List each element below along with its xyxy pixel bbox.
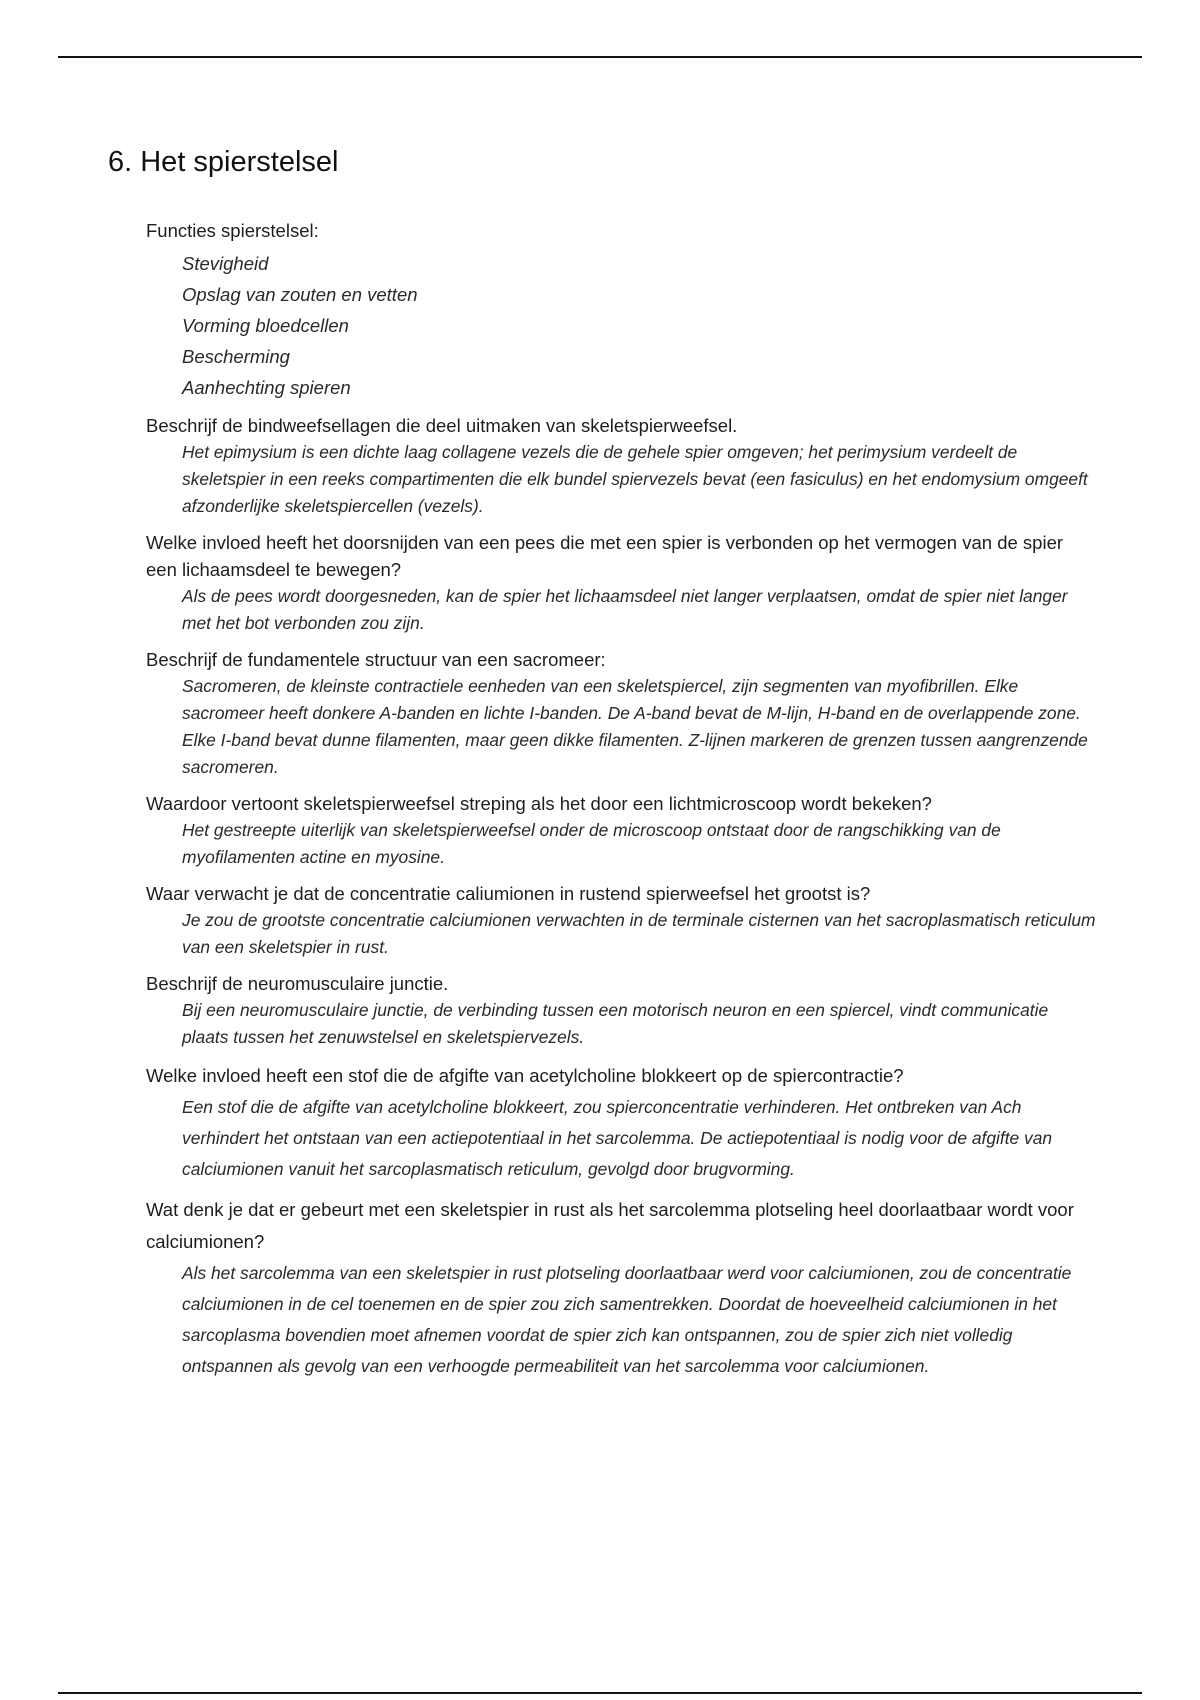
question: Welke invloed heeft een stof die de afgifte van acetylcholine blokkeert op de spiercontractie? [146, 1065, 904, 1086]
function-item: Bescherming [182, 346, 290, 367]
qa-block-6 [146, 970, 1096, 1051]
answer: Het gestreepte uiterlijk van skeletspierweefsel onder de microscoop ontstaat door de rangschikking van de myofilamenten actine en myosine. [182, 820, 1001, 867]
functions-label: Functies spierstelsel: [146, 220, 319, 241]
qa-block-4 [146, 790, 1096, 871]
function-item: Vorming bloedcellen [182, 315, 349, 336]
functions-list [182, 248, 1096, 403]
question: Wat denk je dat er gebeurt met een skeletspier in rust als het sarcolemma plotseling heel doorlaatbaar wordt voor calciumionen? [146, 1199, 1074, 1252]
qa-block-2 [146, 529, 1096, 637]
answer: Als het sarcolemma van een skeletspier in rust plotseling doorlaatbaar werd voor calciumionen, zou de concentratie calciumionen in de cel toenemen en de spier zou zich samentrekken. Doordat de hoeveelheid calciumionen in het sarcoplasma bovendien moet afnemen voordat de spier zich kan ontspannen, zou de spier zich niet volledig ontspannen als gevolg van een verhoogde permeabiliteit van het sarcolemma voor calciumionen. [182, 1263, 1072, 1376]
bottom-rule [58, 1692, 1142, 1694]
answer: Je zou de grootste concentratie calciumionen verwachten in de terminale cisternen van het sacroplasmatisch reticulum van een skeletspier in rust. [182, 910, 1096, 957]
answer: Een stof die de afgifte van acetylcholine blokkeert, zou spierconcentratie verhinderen. Het ontbreken van Ach verhindert het ontstaan van een actiepotentiaal in het sarcolemma. De actiepotentiaal is nodig voor de afgifte van calciumionen vanuit het sarcoplasmatisch reticulum, gevolgd door brugvorming. [182, 1097, 1053, 1179]
question: Beschrijf de bindweefsellagen die deel uitmaken van skeletspierweefsel. [146, 415, 738, 436]
function-item: Stevigheid [182, 253, 269, 274]
question: Waardoor vertoont skeletspierweefsel streping als het door een lichtmicroscoop wordt bekeken? [146, 793, 932, 814]
answer: Als de pees wordt doorgesneden, kan de spier het lichaamsdeel niet langer verplaatsen, omdat de spier niet langer met het bot verbonden zou zijn. [182, 586, 1068, 633]
qa-block-7 [146, 1060, 1096, 1185]
qa-block-1 [146, 412, 1096, 520]
top-rule [58, 56, 1142, 58]
answer: Sacromeren, de kleinste contractiele eenheden van een skeletspiercel, zijn segmenten van myofibrillen. Elke sacromeer heeft donkere A-banden en lichte I-banden. De A-band bevat de M-lijn, H-band en de overlappende zone. Elke I-band bevat dunne filamenten, maar geen dikke filamenten. Z-lijnen markeren de grenzen tussen aangrenzende sacromeren. [182, 676, 1088, 777]
qa-block-5 [146, 880, 1096, 961]
qa-block-3 [146, 646, 1096, 781]
question: Beschrijf de fundamentele structuur van een sacromeer: [146, 649, 606, 670]
question: Waar verwacht je dat de concentratie caliumionen in rustend spierweefsel het grootst is? [146, 883, 871, 904]
document-body [146, 218, 1096, 1382]
qa-block-8 [146, 1194, 1096, 1382]
answer: Het epimysium is een dichte laag collagene vezels die de gehele spier omgeven; het perimysium verdeelt de skeletspier in een reeks compartimenten die elk bundel spiervezels bevat (een fasiculus) en het endomysium omgeeft afzonderlijke skeletspiercellen (vezels). [182, 442, 1088, 516]
page-title: 6. Het spierstelsel [108, 146, 339, 178]
question: Beschrijf de neuromusculaire junctie. [146, 973, 449, 994]
function-item: Aanhechting spieren [182, 377, 351, 398]
question: Welke invloed heeft het doorsnijden van een pees die met een spier is verbonden op het vermogen van de spier een lichaamsdeel te bewegen? [146, 532, 1064, 580]
function-item: Opslag van zouten en vetten [182, 284, 418, 305]
answer: Bij een neuromusculaire junctie, de verbinding tussen een motorisch neuron en een spiercel, vindt communicatie plaats tussen het zenuwstelsel en skeletspiervezels. [182, 1000, 1049, 1047]
